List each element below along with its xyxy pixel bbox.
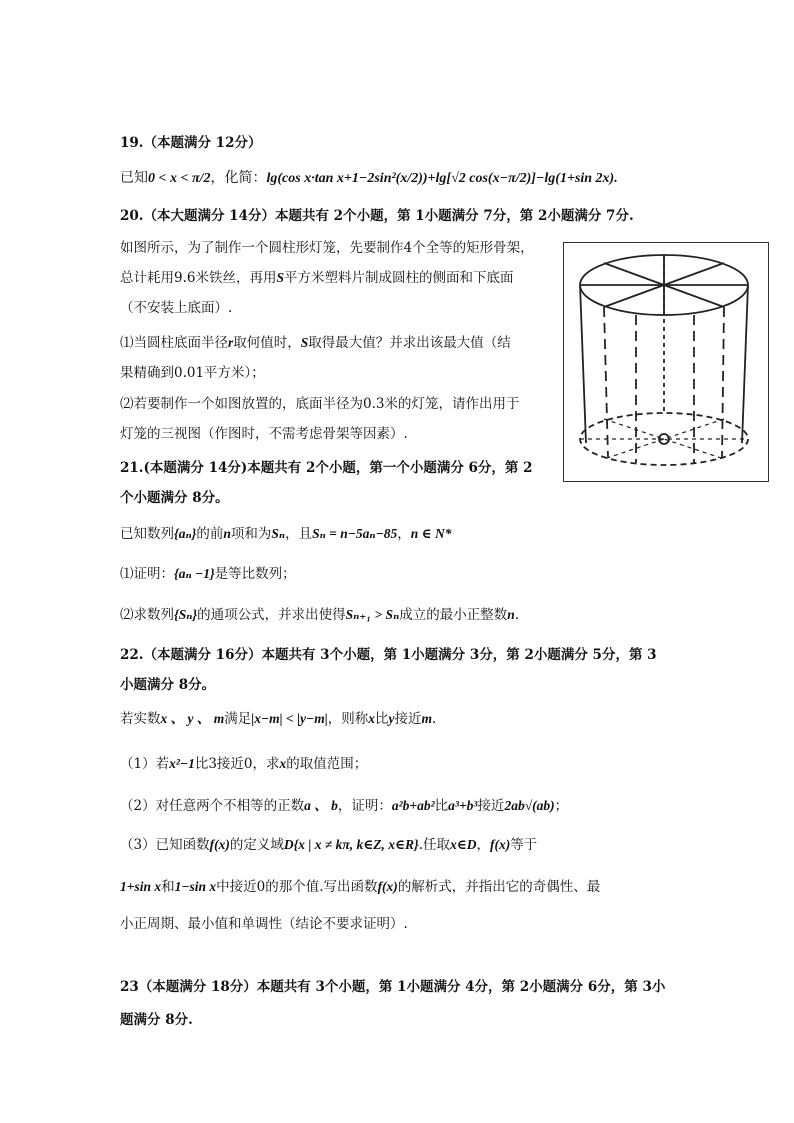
q22-sub3-l2f: f(x) xyxy=(377,879,398,894)
q19-text-mid: ，化简： xyxy=(210,170,267,186)
q22-sub2-a: （2）对任意两个不相等的正数 xyxy=(120,798,305,814)
q21-seq: {aₙ} xyxy=(174,526,197,541)
q22-sub3-line3: 小正周期、最小值和单调性（结论不要求证明）. xyxy=(120,916,408,932)
q19-heading: 19.（本题满分 12分） xyxy=(120,135,262,151)
q22-sub3-l2a: 1+sin x xyxy=(120,879,162,894)
q22-sub3-f: f(x) xyxy=(209,837,230,852)
q21-sub2-ineq: Sₙ₊₁ > Sₙ xyxy=(345,607,400,622)
q22-sub3-l2d: 中接近0的那个值.写出函数 xyxy=(216,879,378,895)
q20-sub2-line1: ⑵若要制作一个如图放置的，底面半径为0.3米的灯笼，请作出用于 xyxy=(120,396,520,412)
q20-para2 xyxy=(120,268,514,288)
q20-sub1-b: 取何值时， xyxy=(233,335,301,351)
q22-sub3-l2b: 和 xyxy=(161,879,175,895)
q20-para2-a: 总计耗用9.6米铁丝，再用 xyxy=(120,270,277,286)
q22-sub2-b: ，证明： xyxy=(337,798,392,814)
q22-sub2 xyxy=(120,796,568,816)
q20-para1: 如图所示，为了制作一个圆柱形灯笼，先要制作4个全等的矩形骨架， xyxy=(120,240,534,256)
q22-sub2-e2: a³+b³ xyxy=(448,798,478,813)
q22-sub3-l2c: 1−sin x xyxy=(174,879,217,894)
q21-sub1-seq: {aₙ −1} xyxy=(174,566,215,581)
q20-sub1-line1 xyxy=(120,333,511,353)
q22-stem-b: 满足 xyxy=(224,711,252,727)
q22-sub3-d: ， xyxy=(476,837,491,853)
q21-stem-d: ，且 xyxy=(285,526,313,542)
rib-1 xyxy=(604,307,608,457)
q22-y: y xyxy=(388,711,395,726)
q22-sub2-vars: a 、 b xyxy=(304,798,338,813)
q21-sub2-n: n xyxy=(507,607,515,622)
q22-sub1-b: 比3接近0，求 xyxy=(194,756,280,772)
q22-sub1-c: 的取值范围； xyxy=(286,756,368,772)
q23-heading-line1: 23（本题满分 18分）本题共有 3个小题，第 1小题满分 4分，第 2小题满分 6分，第 3小 xyxy=(120,979,666,995)
q22-sub3-xD: x∈D xyxy=(450,837,477,852)
q22-sub3-f2: f(x) xyxy=(490,837,511,852)
q21-stem xyxy=(120,524,452,544)
q23-heading-line2: 题满分 8分. xyxy=(120,1012,193,1028)
q21-sub1 xyxy=(120,564,296,584)
q19-statement xyxy=(120,168,618,189)
q21-equation: Sₙ = n−5aₙ−85 xyxy=(312,526,398,541)
q22-sub2-c: 比 xyxy=(434,798,449,814)
q22-heading-line1: 22.（本题满分 16分）本题共有 3个小题，第 1小题满分 3分，第 2小题满分 5分，第 3 xyxy=(120,647,657,663)
q21-sub2-a: ⑵求数列 xyxy=(120,607,174,623)
q21-heading-line1: 21.(本题满分 14分)本题共有 2个小题，第一个小题满分 6分，第 2 xyxy=(120,460,533,476)
q20-sub1-a: ⑴当圆柱底面半径 xyxy=(120,335,228,351)
lantern-figure xyxy=(563,242,769,482)
q21-stem-a: 已知数列 xyxy=(120,526,174,542)
q22-vars: x 、 y 、 m xyxy=(160,711,225,726)
q21-domain: n ∈ N* xyxy=(410,526,452,541)
q20-para2-b: 平方米塑料片制成圆柱的侧面和下底面 xyxy=(284,270,514,286)
q22-stem-d: 比 xyxy=(374,711,389,727)
q22-m: m xyxy=(421,711,432,726)
q21-sub1-a: ⑴证明： xyxy=(120,566,174,582)
q21-sub2 xyxy=(120,605,519,625)
q22-sub3-domain: D{x | x ≠ kπ, k∈Z, x∈R} xyxy=(283,837,419,852)
right-side xyxy=(742,285,748,443)
q22-sub3-line2 xyxy=(120,877,600,897)
q22-sub1-a: （1）若 xyxy=(120,756,170,772)
q20-sub2-line2: 灯笼的三视图（作图时，不需考虑骨架等因素）. xyxy=(120,426,408,442)
q21-sub2-seq: {Sₙ} xyxy=(174,607,198,622)
q22-sub1-x: x xyxy=(279,756,287,771)
q22-stem-f: . xyxy=(431,711,437,727)
rib-4 xyxy=(722,307,724,457)
q21-sub2-c: 成立的最小正整数 xyxy=(399,607,508,623)
q21-sub1-b: 是等比数列； xyxy=(214,566,296,582)
q21-stem-b: 的前 xyxy=(196,526,224,542)
left-side xyxy=(580,285,586,443)
q22-sub2-d: 接近 xyxy=(477,798,505,814)
q20-symbol-S2: S xyxy=(300,335,309,350)
q20-symbol-S: S xyxy=(276,270,284,285)
q21-sub2-b: 的通项公式，并求出使得 xyxy=(197,607,346,623)
q22-sub3-b: 的定义域 xyxy=(229,837,284,853)
q20-para3: （不安装上底面）. xyxy=(120,300,233,316)
q22-sub3-a: （3）已知函数 xyxy=(120,837,210,853)
q19-expression: lg(cos x·tan x+1−2sin²(x/2))+lg[√2 cos(x−π/2)]−lg(1+sin 2x). xyxy=(266,171,618,186)
q21-stem-e: ， xyxy=(397,526,411,542)
q21-heading-line2: 个小题满分 8分。 xyxy=(120,490,229,506)
q22-sub1 xyxy=(120,754,367,774)
q19-condition: 0 < x < π/2 xyxy=(148,171,211,186)
q22-sub2-e3: 2ab√(ab) xyxy=(504,798,555,813)
q22-stem-c: ，则称 xyxy=(327,711,369,727)
q22-sub3-l2e: 的解析式，并指出它的奇偶性、最 xyxy=(397,879,601,895)
q21-n: n xyxy=(223,526,231,541)
q22-stem xyxy=(120,709,436,729)
q22-stem-a: 若实数 xyxy=(120,711,161,727)
q21-Sn: Sₙ xyxy=(271,526,286,541)
q20-heading: 20.（本大题满分 14分）本题共有 2个小题，第 1小题满分 7分，第 2小题满分 7分. xyxy=(120,208,634,224)
q21-sub2-d: . xyxy=(514,607,520,623)
q22-sub2-e: ； xyxy=(554,798,569,814)
q20-symbol-r: r xyxy=(228,335,234,350)
q22-x: x xyxy=(368,711,375,726)
q22-sub3-line1 xyxy=(120,835,537,855)
q22-sub3-c: .任取 xyxy=(418,837,451,853)
q22-sub2-e1: a²b+ab² xyxy=(391,798,435,813)
q20-sub1-c: 取得最大值？并求出该最大值（结 xyxy=(308,335,511,351)
q22-stem-e: 接近 xyxy=(394,711,422,727)
q19-text-prefix: 已知 xyxy=(120,170,148,186)
q22-ineq: |x−m| < |y−m| xyxy=(251,711,328,726)
q22-sub3-e: 等于 xyxy=(510,837,538,853)
q21-stem-c: 项和为 xyxy=(230,526,272,542)
q22-sub1-expr: x²−1 xyxy=(169,756,195,771)
q22-heading-line2: 小题满分 8分。 xyxy=(120,677,216,693)
cylinder-lantern-drawing xyxy=(564,243,768,481)
q20-sub1-line2: 果精确到0.01平方米）； xyxy=(120,365,265,381)
